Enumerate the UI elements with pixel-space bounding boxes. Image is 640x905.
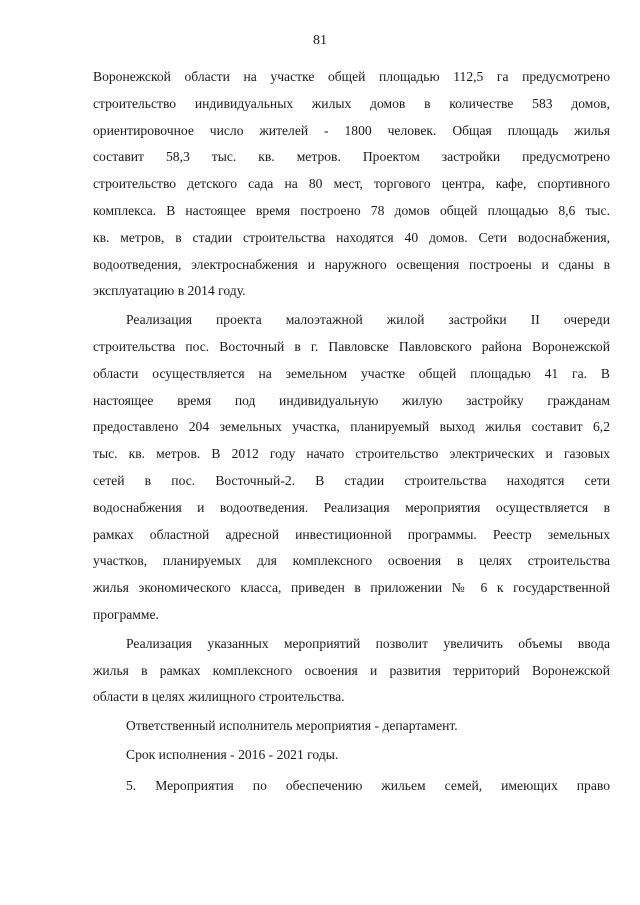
text-line: кв. метров, в стадии строительства находятся 40 домов. Сети водоснабжения, [93,229,610,245]
text-line: рамках областной адресной инвестиционной программы. Реестр земельных [93,526,610,542]
text-line: области осуществляется на земельном участке общей площадью 41 га. В [93,365,610,381]
paragraph-1 [93,64,610,305]
text-line: Воронежской области на участке общей площадью 112,5 га предусмотрено [93,69,610,84]
text-line: ориентировочное число жителей - 1800 человек. Общая площадь жилья [93,122,610,138]
text-line: тыс. кв. метров. В 2012 году начато строительство электрических и газовых [93,446,610,462]
text-line: настоящее время под индивидуальную жилую застройку гражданам [93,392,610,408]
paragraph-2 [93,307,610,629]
text-line: Реализация проекта малоэтажной жилой застройки II очереди [126,312,610,328]
text-line: сетей в пос. Восточный-2. В стадии строительства находятся сети [93,472,610,488]
section-heading: 5. Мероприятия по обеспечению жильем семей, имеющих право [126,778,610,793]
text-line: предоставлено 204 земельных участка, планируемый выход жилья составит 6,2 [93,419,610,435]
text-line: строительство детского сада на 80 мест, торгового центра, кафе, спортивного [93,176,610,192]
text-line: строительство индивидуальных жилых домов в количестве 583 домов, [93,95,610,111]
text-line: водоснабжения и водоотведения. Реализация мероприятия осуществляется в [93,499,610,515]
document-body [93,64,610,769]
text-line: Реализация указанных мероприятий позволит увеличить объемы ввода [126,635,610,651]
text-line: строительства пос. Восточный в г. Павловске Павловского района Воронежской [93,338,610,354]
text-line: составит 58,3 тыс. кв. метров. Проектом застройки предусмотрено [93,149,610,165]
text-line: жилья экономического класса, приведен в приложении № 6 к государственной [93,580,610,596]
text-line: комплекса. В настоящее время построено 78 домов общей площадью 8,6 тыс. [93,202,610,218]
text-line: жилья в рамках комплексного освоения и развития территорий Воронежской [93,662,610,678]
paragraph-responsible [93,713,610,740]
paragraph-deadline [93,742,610,769]
text-line: участков, планируемых для комплексного освоения в целях строительства [93,553,610,569]
page-number: 81 [313,33,327,48]
text-line: программе. [93,606,159,622]
text-line: области в целях жилищного строительства. [93,689,345,705]
text-line: эксплуатацию в 2014 году. [93,283,246,299]
text-line: Срок исполнения - 2016 - 2021 годы. [126,746,339,762]
paragraph-3 [93,631,610,711]
text-line: водоотведения, электроснабжения и наружного освещения построены и сданы в [93,256,610,272]
text-line: Ответственный исполнитель мероприятия - департамент. [126,718,458,734]
